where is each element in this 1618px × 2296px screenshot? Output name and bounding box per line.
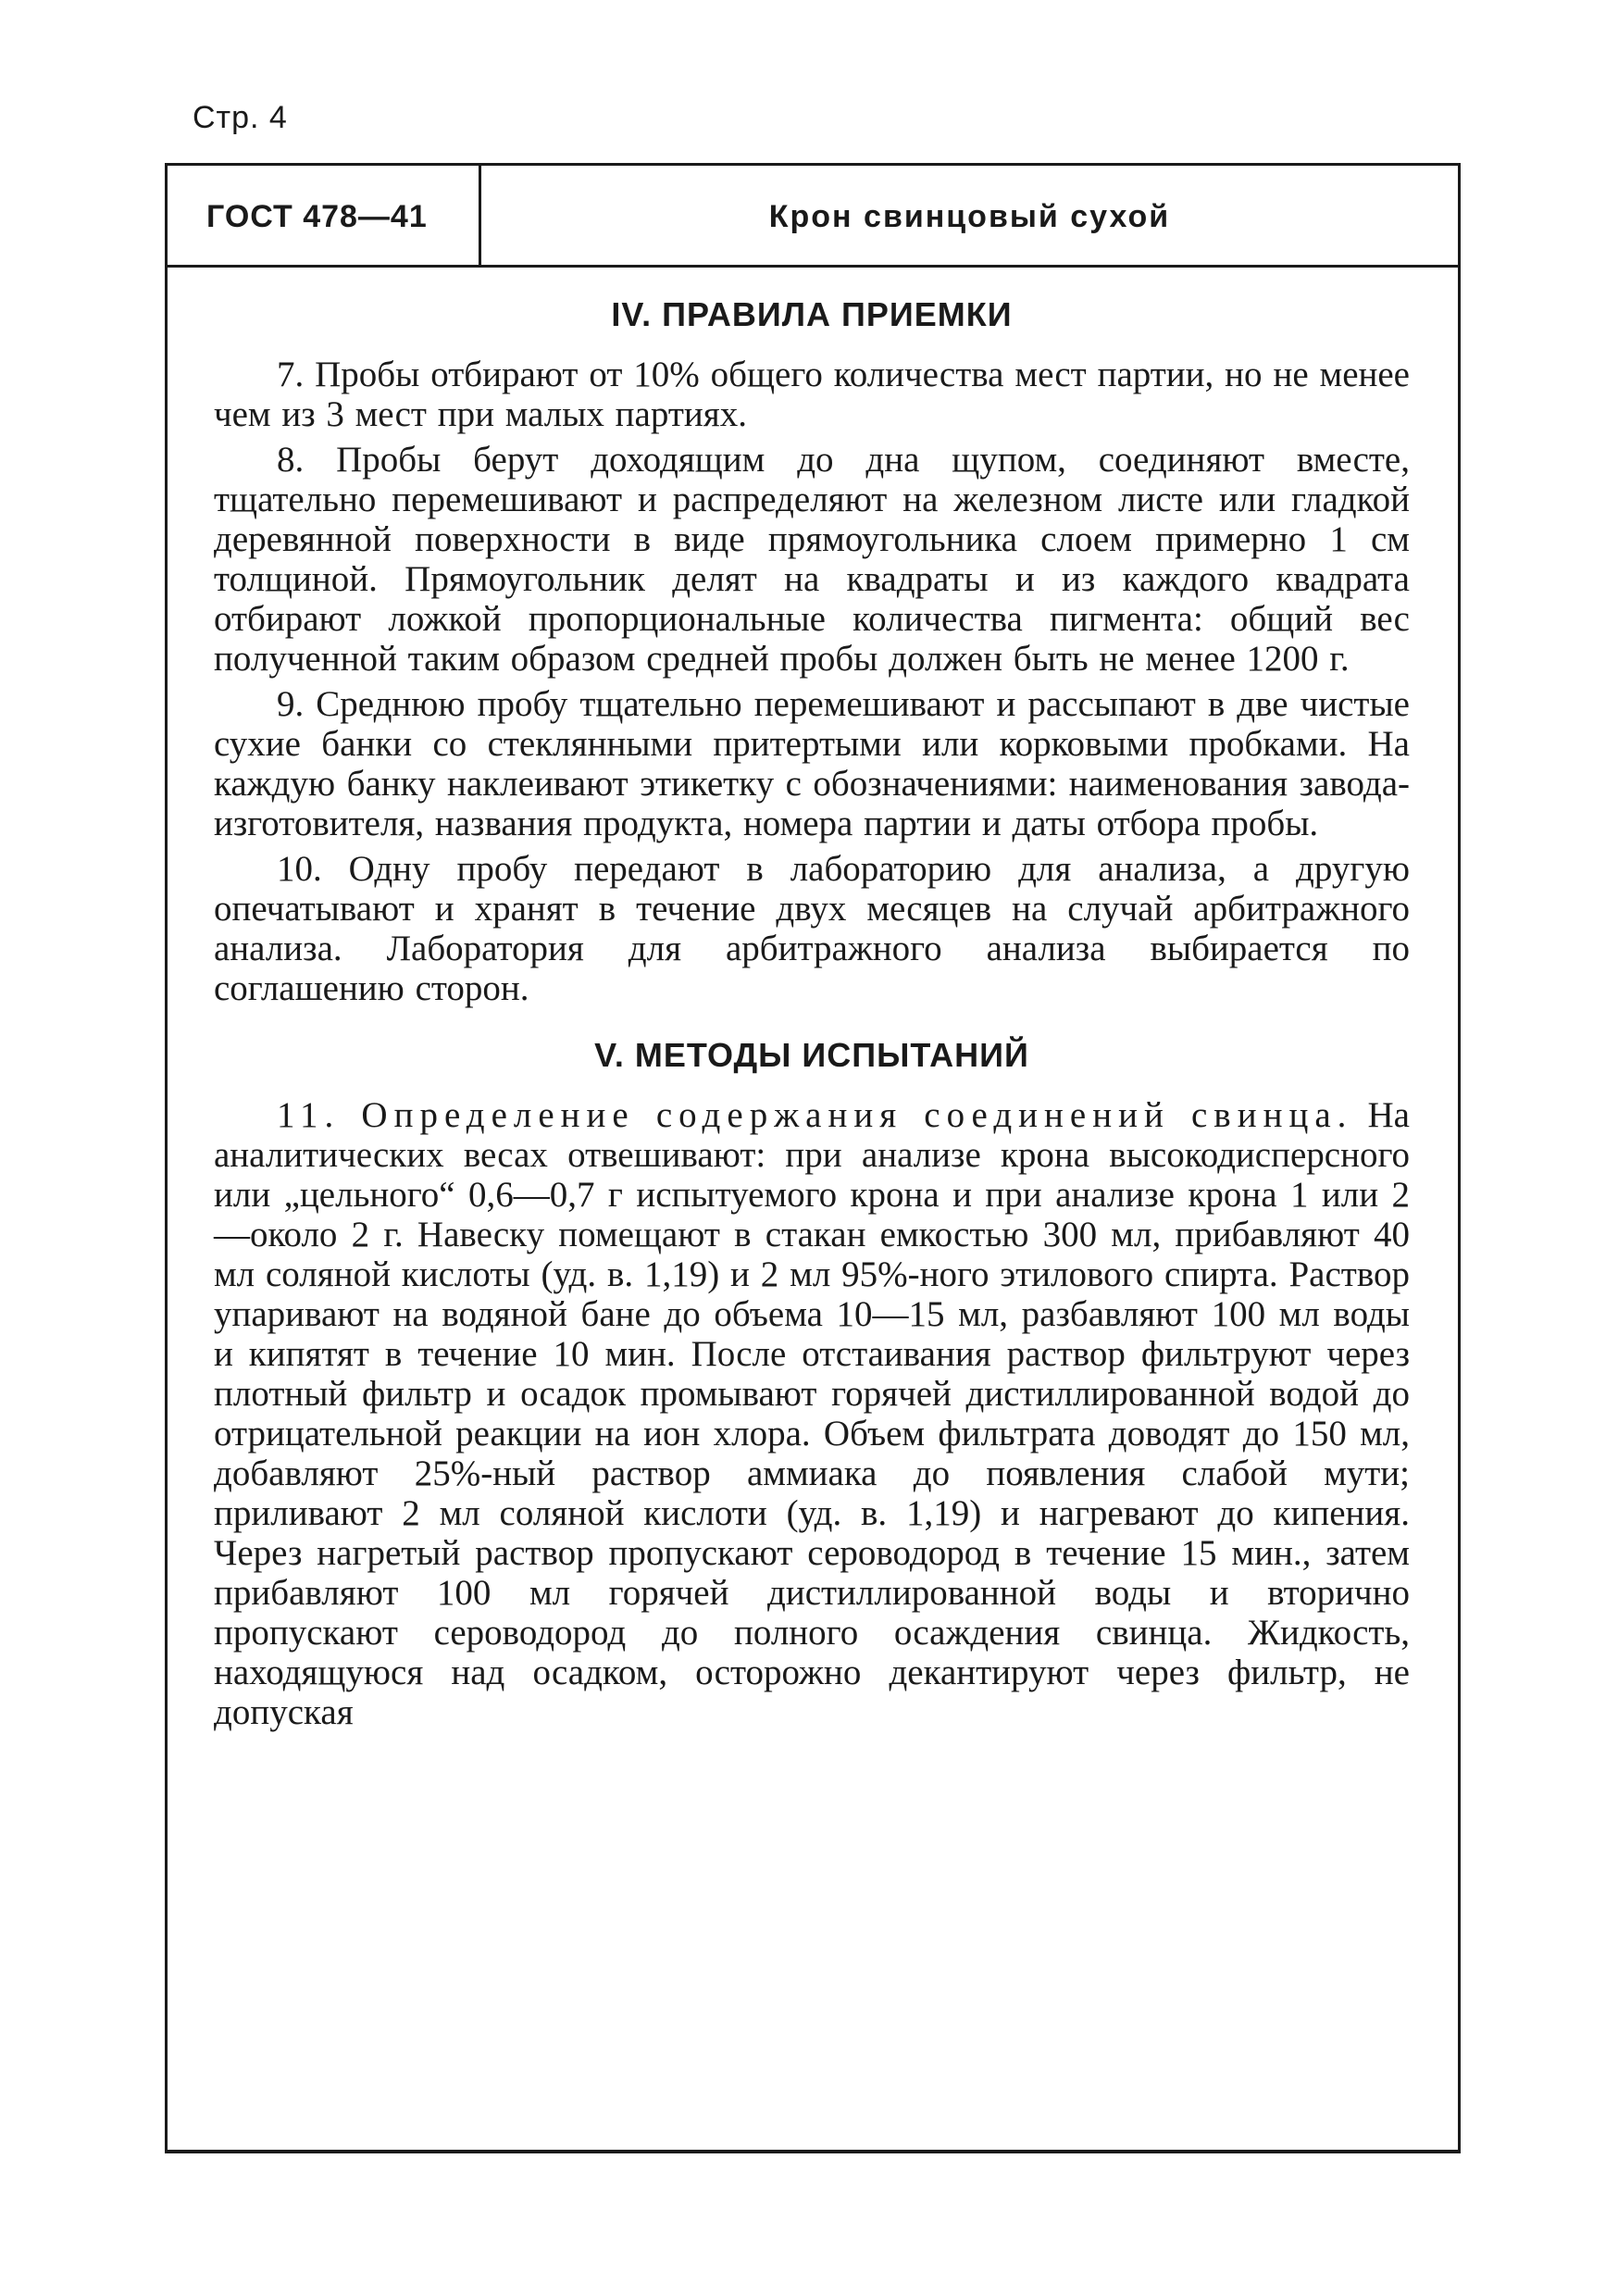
paragraph-11-lead: 11. Определение содержания соединений свинца. — [277, 1095, 1353, 1135]
document-title: Крон свинцовый сухой — [768, 199, 1171, 234]
document-body — [214, 295, 1410, 1738]
standard-code: ГОСТ 478—41 — [206, 199, 428, 234]
document-header — [168, 166, 1458, 268]
document-frame — [165, 163, 1461, 2153]
section-heading-test-methods: V. МЕТОДЫ ИСПЫТАНИЙ — [594, 1036, 1029, 1074]
paragraph-7: 7. Пробы отбирают от 10% общего количества мест партии, но не менее чем из 3 мест при малых партиях. — [214, 355, 1410, 434]
paragraph-8: 8. Пробы берут доходящим до дна щупом, соединяют вместе, тщательно перемешивают и распределяют на железном листе или гладкой деревянной поверхности в виде прямоугольника слоем примерно 1 см толщиной. Прямоугольник делят на квадраты и из каждого квадрата отбирают ложкой пропорциональные количества пигмента: общий вес полученной таким образом средней пробы должен быть не менее 1200 г. — [214, 440, 1410, 679]
paragraph-9: 9. Среднюю пробу тщательно перемешивают и рассыпают в две чистые сухие банки со стеклянными притертыми или корковыми пробками. На каждую банку наклеивают этикетку с обозначениями: наименования завода-изготовителя, названия продукта, номера партии и даты отбора пробы. — [214, 684, 1410, 843]
section-heading-acceptance: IV. ПРАВИЛА ПРИЕМКИ — [611, 295, 1013, 333]
paragraph-11 — [214, 1095, 1410, 1732]
page-number: Стр. 4 — [193, 100, 288, 135]
paragraph-10: 10. Одну пробу передают в лабораторию для анализа, а другую опечатывают и хранят в течение двух месяцев на случай арбитражного анализа. Лаборатория для арбитражного анализа выбирается по соглашению сторон. — [214, 849, 1410, 1008]
paragraph-11-text: На аналитических весах отвешивают: при анализе крона высокодисперсного или „цельного“ 0,6—0,7 г испытуемого крона и при анализе крона 1 или 2—около 2 г. Навеску помещают в стакан емкостью 300 мл, прибавляют 40 мл соляной кислоты (уд. в. 1,19) и 2 мл 95%-ного этилового спирта. Раствор упаривают на водяной бане до объема 10—15 мл, разбавляют 100 мл воды и кипятят в течение 10 мин. После отстаивания раствор фильтруют через плотный фильтр и осадок промывают горячей дистиллированной водой до отрицательной реакции на ион хлора. Объем фильтрата доводят до 150 мл, добавляют 25%-ный раствор аммиака до появления слабой мути; приливают 2 мл соляной кислоти (уд. в. 1,19) и нагревают до кипения. Через нагретый раствор пропускают сероводород в течение 15 мин., затем прибавляют 100 мл горячей дистиллированной воды и вторично пропускают сероводород до полного осаждения свинца. Жидкость, находящуюся над осадком, осторожно декантируют через фильтр, не допуская — [214, 1095, 1410, 1732]
